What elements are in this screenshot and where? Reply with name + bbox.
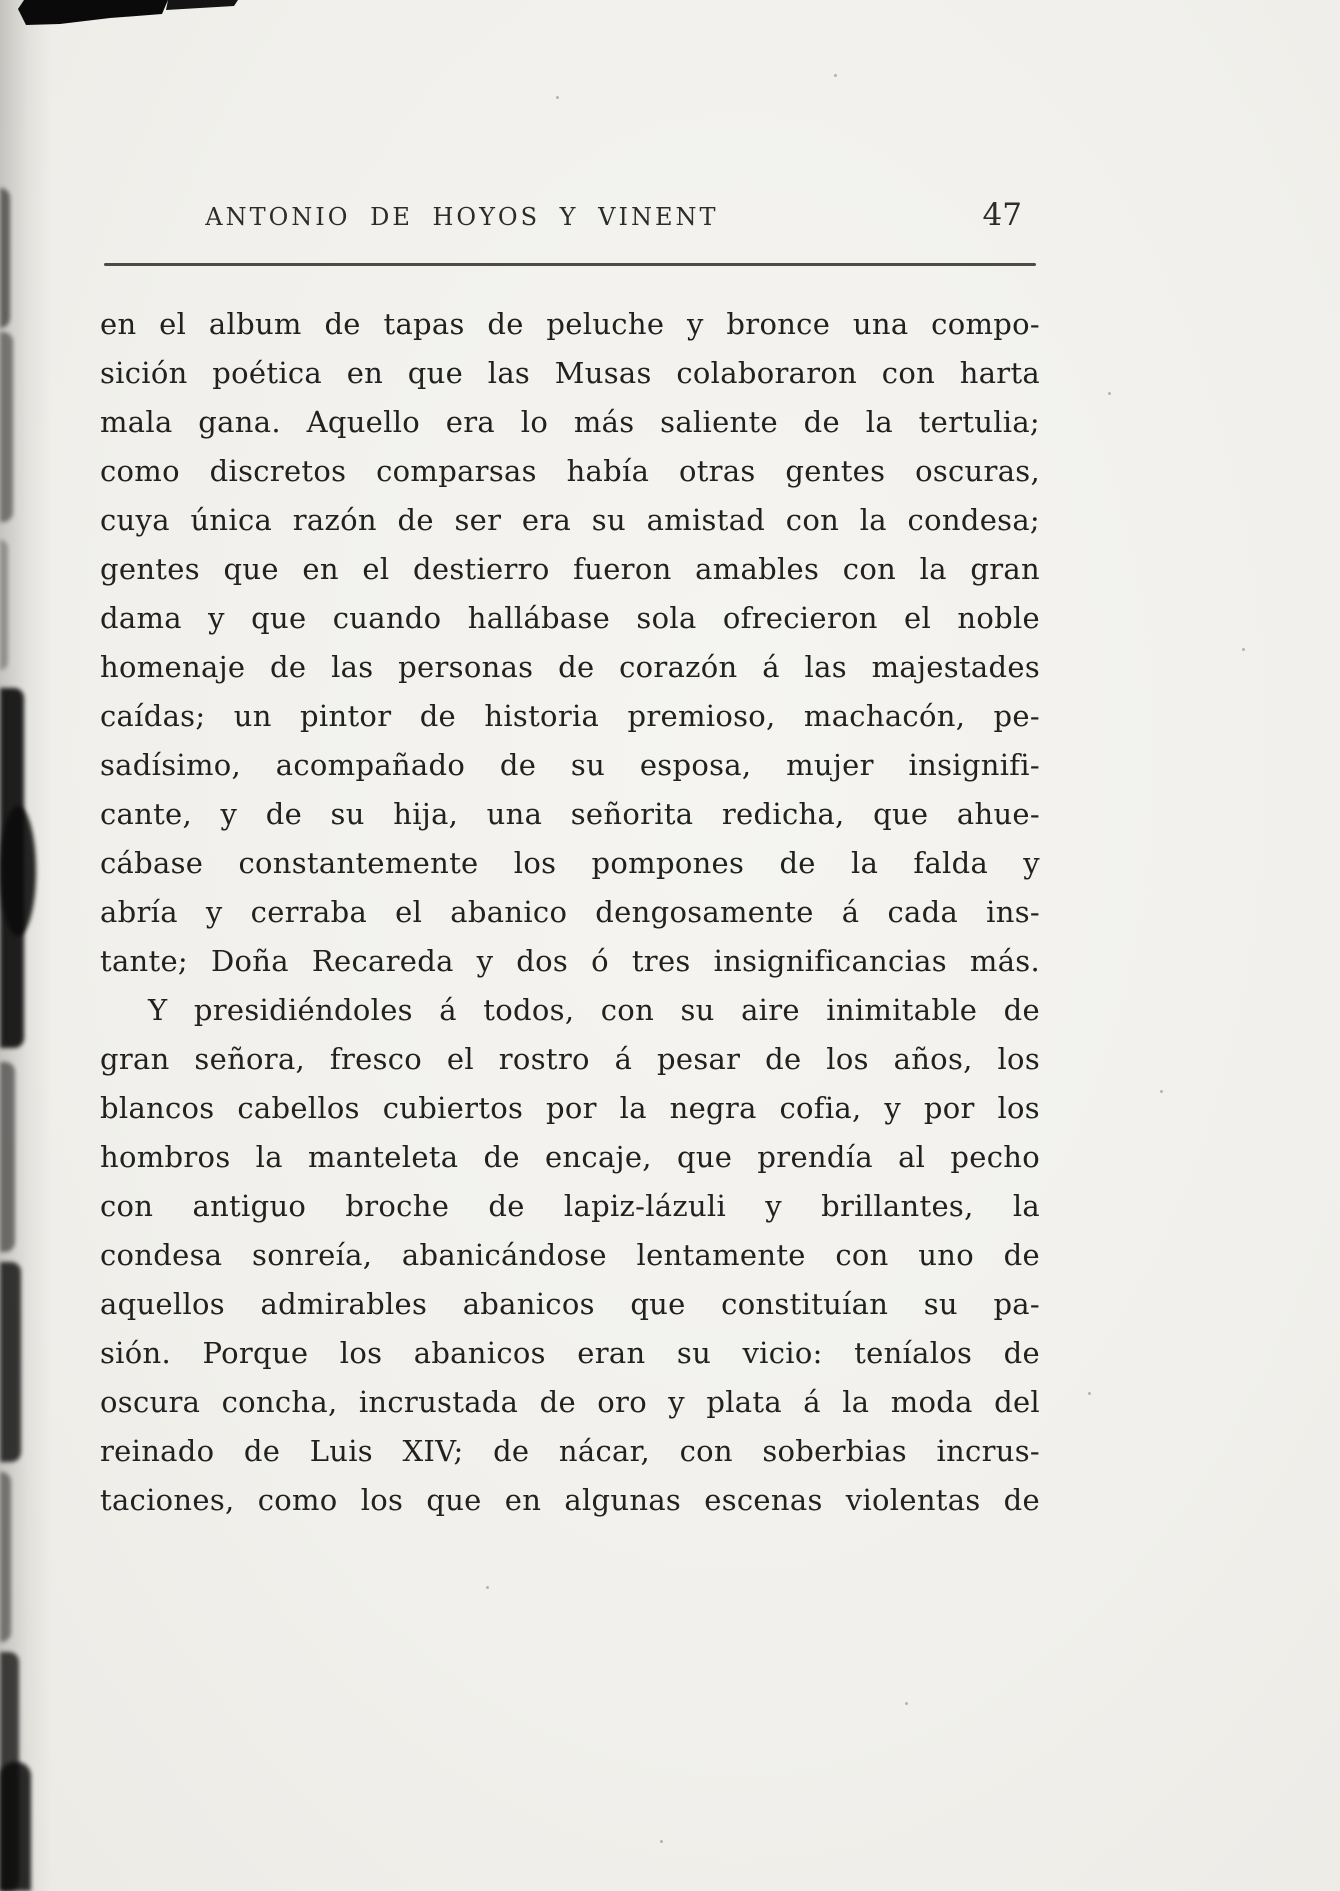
page-header: [100, 195, 1040, 275]
scan-speck: [834, 74, 837, 77]
text-line: caídas; un pintor de historia premioso, machacón, pe-: [100, 699, 1040, 733]
scan-smudge: [0, 1762, 31, 1891]
text-line: condesa sonreía, abanicándose lentamente con uno de: [100, 1238, 1040, 1272]
text-line: taciones, como los que en algunas escenas violentas de: [100, 1483, 1040, 1517]
scan-speck: [1088, 1392, 1091, 1395]
text-line: cuya única razón de ser era su amistad con la condesa;: [100, 503, 1040, 537]
text-line: sición poética en que las Musas colaboraron con harta: [100, 356, 1040, 390]
header-rule: [104, 263, 1036, 266]
text-line: como discretos comparsas había otras gentes oscuras,: [100, 454, 1040, 488]
text-line: con antiguo broche de lapiz-lázuli y brillantes, la: [100, 1189, 1040, 1223]
text-line: homenaje de las personas de corazón á las majestades: [100, 650, 1040, 684]
text-line: en el album de tapas de peluche y bronce una compo-: [100, 307, 1040, 341]
text-line: cante, y de su hija, una señorita redicha, que ahue-: [100, 797, 1040, 831]
scan-smudge: [0, 1262, 21, 1462]
paragraph: [100, 300, 1040, 986]
running-title: ANTONIO DE HOYOS Y VINENT: [205, 203, 719, 231]
text-line: tante; Doña Recareda y dos ó tres insignificancias más.: [100, 944, 1040, 978]
scan-speck: [556, 96, 559, 99]
scan-smudge: [0, 1472, 11, 1642]
text-line: Y presidiéndoles á todos, con su aire inimitable de: [148, 993, 1040, 1027]
scan-smudge: [0, 806, 36, 936]
top-edge-ink-mark: [0, 0, 260, 32]
text-line: abría y cerraba el abanico dengosamente á cada ins-: [100, 895, 1040, 929]
page-number: 47: [982, 197, 1022, 233]
scan-speck: [486, 1586, 489, 1589]
page-body: [100, 300, 1040, 1525]
scan-speck: [660, 1840, 663, 1843]
text-line: hombros la manteleta de encaje, que prendía al pecho: [100, 1140, 1040, 1174]
text-line: aquellos admirables abanicos que constituían su pa-: [100, 1287, 1040, 1321]
scan-smudge: [0, 540, 8, 670]
text-line: gentes que en el destierro fueron amables con la gran: [100, 552, 1040, 586]
scan-smudge: [0, 188, 10, 328]
scan-smudge: [0, 332, 13, 522]
scan-speck: [1160, 1090, 1163, 1093]
text-line: cábase constantemente los pompones de la falda y: [100, 846, 1040, 880]
scan-smudge: [0, 1062, 15, 1252]
scan-speck: [1242, 648, 1245, 651]
paragraph: [100, 986, 1040, 1525]
scan-speck: [1108, 392, 1111, 395]
scan-speck: [905, 1702, 908, 1705]
text-line: blancos cabellos cubiertos por la negra cofia, y por los: [100, 1091, 1040, 1125]
text-line: sadísimo, acompañado de su esposa, mujer insignifi-: [100, 748, 1040, 782]
text-line: mala gana. Aquello era lo más saliente de la tertulia;: [100, 405, 1040, 439]
text-line: reinado de Luis XIV; de nácar, con soberbias incrus-: [100, 1434, 1040, 1468]
text-line: oscura concha, incrustada de oro y plata á la moda del: [100, 1385, 1040, 1419]
text-line: gran señora, fresco el rostro á pesar de los años, los: [100, 1042, 1040, 1076]
text-line: dama y que cuando hallábase sola ofrecieron el noble: [100, 601, 1040, 635]
text-line: sión. Porque los abanicos eran su vicio: teníalos de: [100, 1336, 1040, 1370]
